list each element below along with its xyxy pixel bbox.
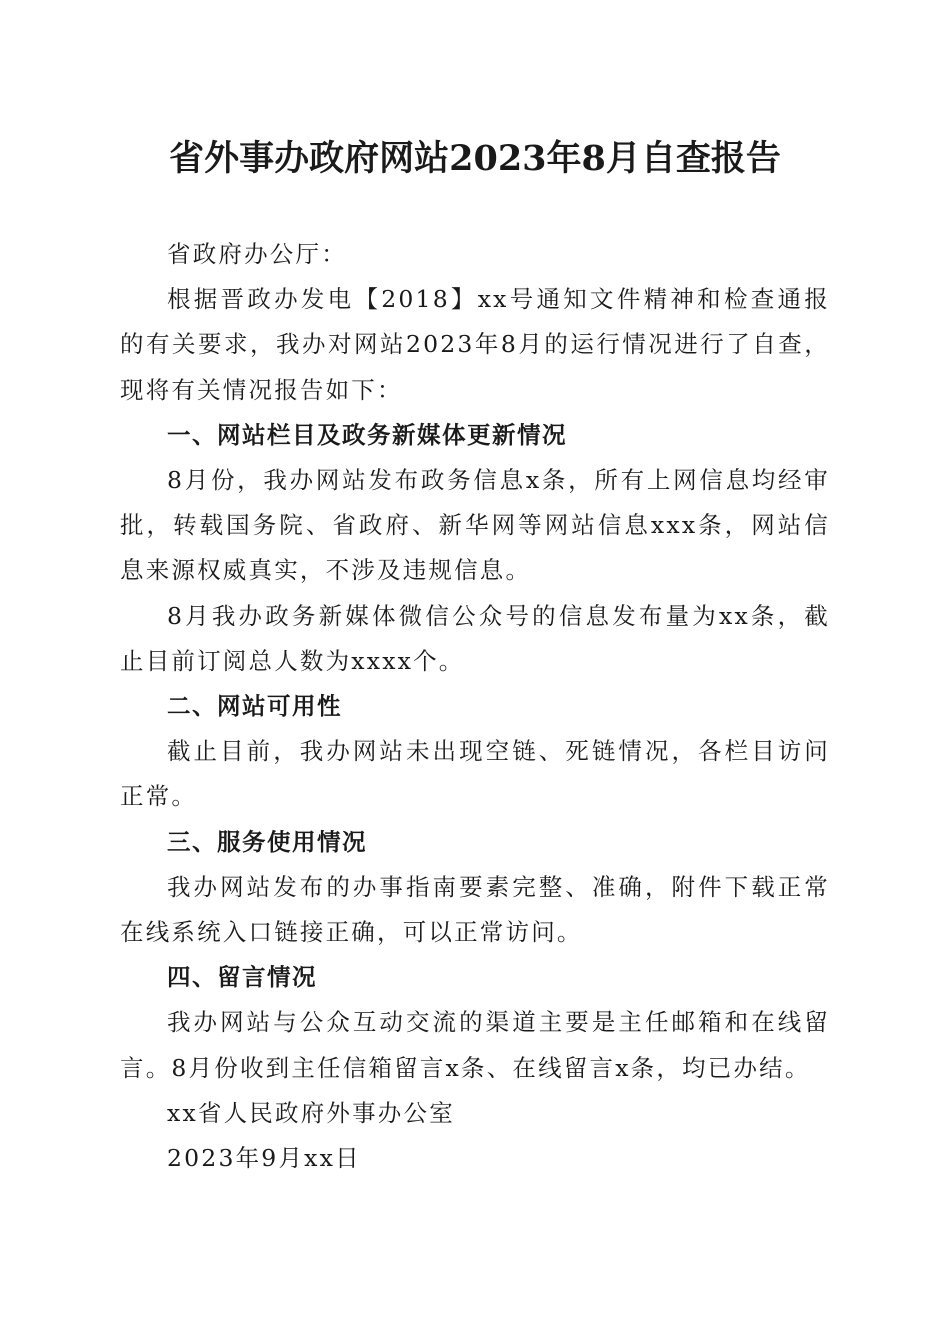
document-date: 2023年9月xx日 (167, 1144, 361, 1173)
signature: xx省人民政府外事办公室 (167, 1098, 455, 1127)
section-4-heading: 四、留言情况 (167, 963, 317, 992)
section-2-heading: 二、网站可用性 (167, 692, 342, 721)
section-3-heading: 三、服务使用情况 (167, 827, 367, 856)
section-1-heading: 一、网站栏目及政务新媒体更新情况 (167, 420, 567, 449)
salutation: 省政府办公厅： (167, 240, 347, 268)
section-4-paragraph-1: 我办网站与公众互动交流的渠道主要是主任邮箱和在线留言。8月份收到主任信箱留言x条、在线留言x条，均已办结。 (120, 1008, 830, 1082)
section-1-paragraph-2: 8月我办政务新媒体微信公众号的信息发布量为xx条，截止目前订阅总人数为xxxx个。 (120, 601, 830, 675)
section-3-paragraph-1: 我办网站发布的办事指南要素完整、准确，附件下载正常在线系统入口链接正确，可以正常访问。 (120, 872, 830, 947)
document-body (120, 232, 830, 1181)
intro-paragraph: 根据晋政办发电【2018】xx号通知文件精神和检查通报的有关要求，我办对网站2023年8月的运行情况进行了自查，现将有关情况报告如下： (120, 285, 830, 404)
section-2-paragraph-1: 截止目前，我办网站未出现空链、死链情况，各栏目访问正常。 (120, 737, 830, 811)
document-title: 省外事办政府网站2023年8月自查报告 (169, 138, 781, 179)
section-1-paragraph-1: 8月份，我办网站发布政务信息x条，所有上网信息均经审批，转载国务院、省政府、新华网等网站信息xxx条，网站信息来源权威真实，不涉及违规信息。 (120, 466, 830, 585)
